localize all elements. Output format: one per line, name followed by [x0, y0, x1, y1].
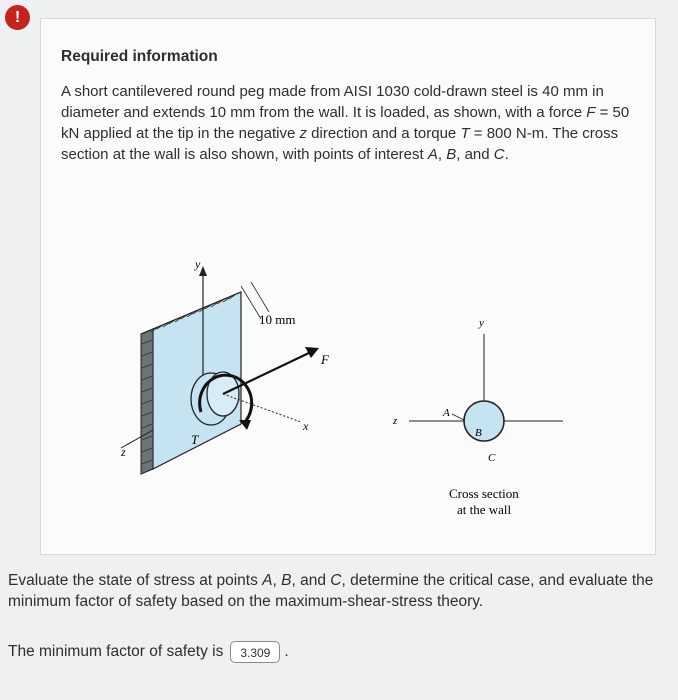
card-heading: Required information [61, 48, 218, 65]
question-text: Evaluate the state of stress at points A, B, and C, determine the critical case, and evaluate the minimum factor of safety based on the maximum-shear-stress theory. [8, 572, 654, 610]
z-label-right: z [393, 415, 398, 427]
point-a-leader [452, 414, 464, 420]
alert-icon: ! [5, 5, 30, 30]
wall-figure [120, 257, 330, 474]
section-caption-line1: Cross section [449, 486, 519, 501]
point-a-label: A [443, 407, 450, 419]
section-circle [464, 401, 504, 441]
force-arrowhead [305, 347, 319, 358]
answer-row [8, 641, 289, 663]
x-label-left: x [303, 419, 309, 433]
answer-input[interactable]: 3.309 [230, 641, 280, 663]
section-caption-line2: at the wall [457, 502, 512, 517]
y-label-right: y [479, 317, 484, 329]
problem-statement: A short cantilevered round peg made from AISI 1030 cold-drawn steel is 40 mm in diameter and extends 10 mm from the wall. It is loaded, as shown, with a force F = 50 kN applied at the tip in the negative z direction and a torque T = 800 N-m. The cross section at the wall is also shown, with points of interest A, B, and C. [61, 83, 630, 163]
point-b-label: B [475, 427, 482, 439]
required-information-card [40, 18, 656, 555]
answer-label: The minimum factor of safety is [8, 643, 224, 660]
wall-side [141, 329, 153, 474]
torque-arrowhead [239, 420, 251, 430]
answer-period: . [284, 643, 289, 660]
cross-section-figure [392, 317, 563, 517]
dimension-label: 10 mm [259, 312, 296, 327]
z-label-left: z [121, 445, 126, 459]
peg-diagram [91, 234, 591, 519]
y-label-left: y [195, 257, 201, 271]
point-c-label: C [488, 452, 496, 464]
torque-label: T [191, 432, 199, 447]
dimension-line [241, 286, 261, 319]
force-label: F [321, 352, 329, 367]
